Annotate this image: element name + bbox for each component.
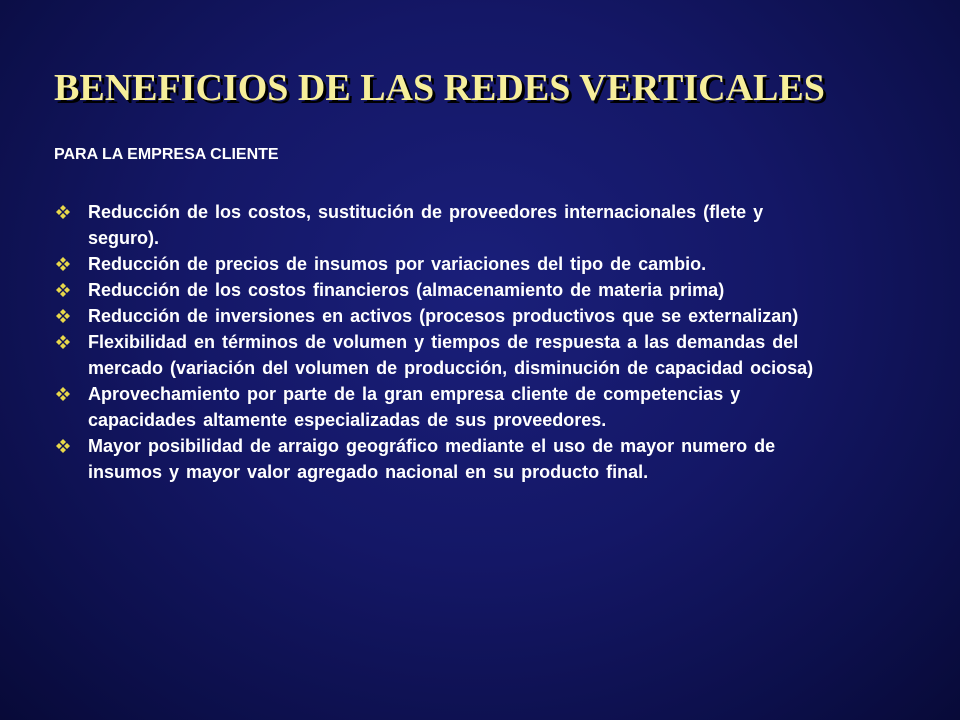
bullet-text: Aprovechamiento por parte de la gran empresa cliente de competencias y capacidades altamente especializadas de sus proveedores. <box>88 384 741 430</box>
diamond-quad-bullet-icon <box>54 329 88 355</box>
bullet-item <box>54 381 834 433</box>
bullet-item <box>54 433 834 485</box>
bullet-text: Flexibilidad en términos de volumen y tiempos de respuesta a las demandas del mercado (variación del volumen de producción, disminución de capacidad ociosa) <box>88 332 814 378</box>
diamond-quad-bullet-icon <box>54 251 88 277</box>
bullet-text: Mayor posibilidad de arraigo geográfico mediante el uso de mayor numero de insumos y mayor valor agregado nacional en su producto final. <box>88 436 776 482</box>
diamond-quad-bullet-icon <box>54 433 88 459</box>
bullet-list <box>54 199 834 485</box>
bullet-item <box>54 251 834 277</box>
diamond-quad-bullet-icon <box>54 199 88 225</box>
bullet-item <box>54 329 834 381</box>
bullet-text: Reducción de los costos, sustitución de proveedores internacionales (flete y seguro). <box>88 202 764 248</box>
diamond-quad-bullet-icon <box>54 277 88 303</box>
slide-subtitle: PARA LA EMPRESA CLIENTE <box>54 146 279 163</box>
bullet-item <box>54 199 834 251</box>
bullet-item <box>54 277 834 303</box>
bullet-text: Reducción de precios de insumos por variaciones del tipo de cambio. <box>88 254 707 274</box>
bullet-text: Reducción de inversiones en activos (procesos productivos que se externalizan) <box>88 306 799 326</box>
diamond-quad-bullet-icon <box>54 381 88 407</box>
bullet-item <box>54 303 834 329</box>
slide-title: BENEFICIOS DE LAS REDES VERTICALES <box>54 67 825 109</box>
bullet-text: Reducción de los costos financieros (almacenamiento de materia prima) <box>88 280 725 300</box>
diamond-quad-bullet-icon <box>54 303 88 329</box>
